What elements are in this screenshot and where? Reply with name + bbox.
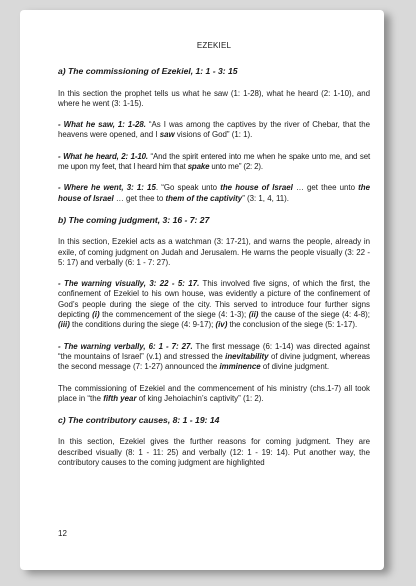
body-paragraph [58,120,370,141]
emphasis-text: (i) [92,310,100,320]
emphasis-text: - The warning verbally, 6: 1 - 7: 27. [58,341,193,351]
paragraph-text: the conclusion of the siege (5: 1-17). [227,320,358,330]
body-paragraph [58,237,370,268]
emphasis-text: spake [187,162,210,172]
paragraph-text: ” (3: 1, 4, 11). [242,193,289,203]
paragraph-text: of king Jehoiachin’s captivity” (1: 2). [136,393,264,403]
emphasis-text: - Where he went, 3: 1: 15 [58,183,156,193]
emphasis-text: fifth year [103,393,137,403]
paragraph-text: unto me” (2: 2). [209,162,263,172]
paragraph-text: In this section, Ezekiel acts as a watchman (3: 17-21), and warns the people, already in exile, of coming judgment on Judah and Jerusalem. He warns the people visually (3: 22 - 5: 17) and verbally (6: 1 - 7: 27). [58,237,370,267]
paragraph-text: This involved five signs, of which the first, the confinement of Ezekiel to his own house, was evidently a picture of the confinement of God’s people during the siege of the city. This served to introduce four further signs depicting [58,279,370,320]
emphasis-text: - What he heard, 2: 1-10. [58,151,148,161]
emphasis-text: - What he saw, 1: 1-28. [58,120,146,130]
paragraph-text: … get thee to [113,193,166,203]
paragraph-text: the conditions during the siege (4: 9-17); [69,320,216,330]
emphasis-text: (iv) [215,320,228,330]
emphasis-text: saw [159,130,175,140]
book-page [20,10,384,570]
paragraph-text: of divine judgment, whereas the second message (7: 1-27) announced the [58,351,370,372]
paragraph-text: “As I was among the captives by the river of Chebar, that the heavens were opened, and I [58,120,370,140]
body-paragraph [58,183,370,204]
emphasis-text: - The warning visually, 3: 22 - 5: 17. [58,279,200,289]
body-paragraph [58,152,370,173]
paragraph-text: of divine judgment. [260,362,330,372]
paragraph-text: In this section the prophet tells us what he saw (1: 1-28), what he heard (2: 1-10), and where he went (3: 1-15). [58,88,370,108]
body-paragraph [58,437,370,468]
emphasis-text: the house of Israel [58,183,371,203]
paragraph-text: … get thee unto [292,183,359,193]
emphasis-text: the house of Israel [220,183,293,193]
paragraph-text: the cause of the siege (4: 4-8); [258,310,371,320]
paragraph-text: the commencement of the siege (4: 1-3); [99,310,249,320]
paragraph-text: . “Go speak unto [155,183,221,193]
body-paragraph [58,279,370,330]
paragraph-text: The commissioning of Ezekiel and the commencement of his ministry (chs.1-7) all took place in “the [58,383,370,403]
emphasis-text: (iii) [58,320,70,330]
body-paragraph [58,342,370,373]
page-content [58,41,370,479]
paragraph-text: “And the spirit entered into me when he spake unto me, and set me upon my feet, that I heard him that [58,151,370,172]
section-heading: c) The contributory causes, 8: 1 - 19: 14 [58,415,220,426]
section-heading: b) The coming judgment, 3: 16 - 7: 27 [58,214,210,225]
emphasis-text: inevitability [225,351,269,361]
emphasis-text: imminence [219,362,261,372]
body-paragraph [58,89,370,110]
paragraph-text: The first message (6: 1-14) was directed against “the mountains of Israel” (v.1) and stressed the [58,341,370,361]
section-heading: a) The commissioning of Ezekiel, 1: 1 - 3: 15 [58,66,238,77]
body-paragraph [58,384,370,405]
page-number: 12 [58,529,67,538]
running-header: EZEKIEL [196,41,232,50]
paragraph-text: visions of God” (1: 1). [174,130,253,140]
paragraph-text: In this section, Ezekiel gives the further reasons for coming judgment. They are described visually (8: 1 - 11: 25) and verbally (12: 1 - 19: 14). Put another way, the contributory causes to the coming judgment are highlighted [58,437,370,468]
emphasis-text: them of the captivity [165,193,243,203]
emphasis-text: (ii) [248,310,259,320]
